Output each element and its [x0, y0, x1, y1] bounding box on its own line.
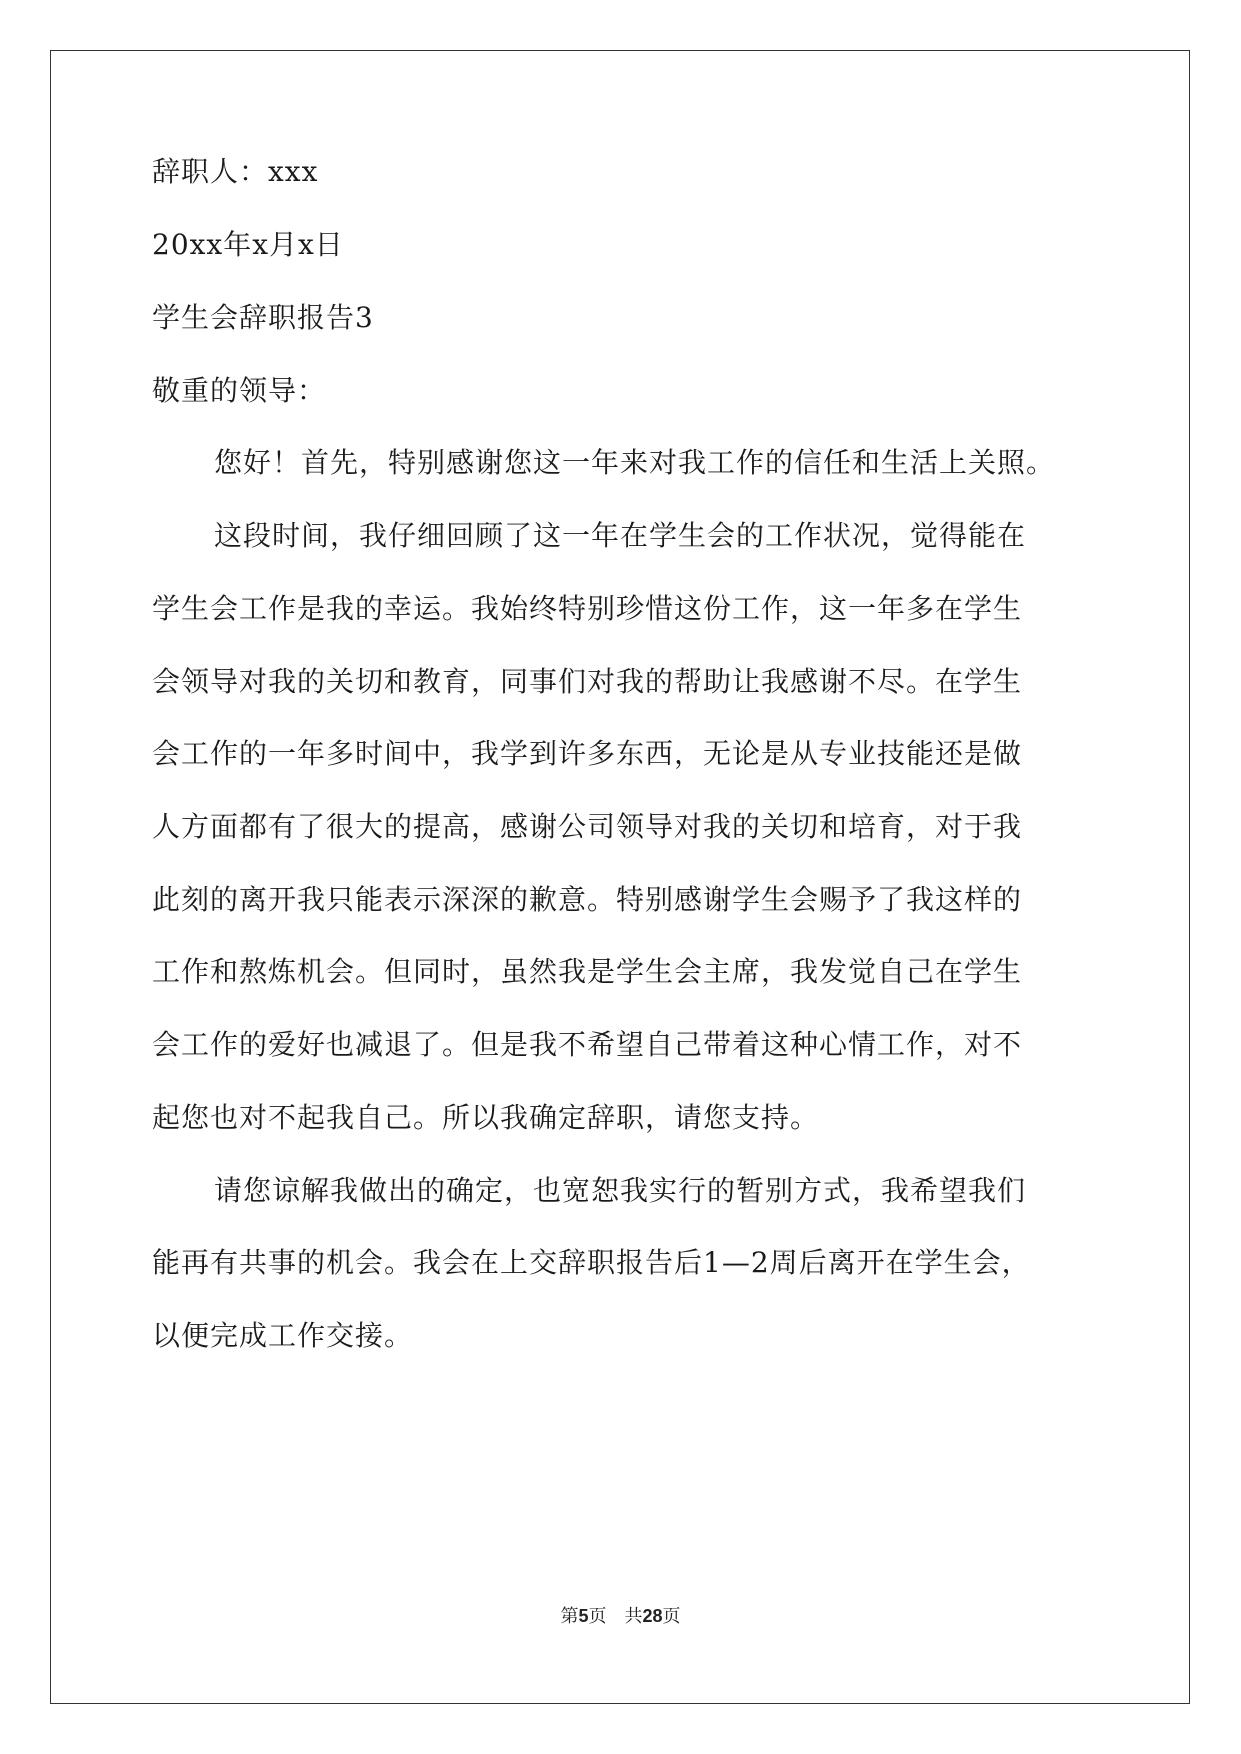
paragraph-line: 此刻的离开我只能表示深深的歉意。特别感谢学生会赐予了我这样的: [152, 883, 1023, 916]
paragraph-line: 请您谅解我做出的确定，也宽恕我实行的暂别方式，我希望我们: [214, 1174, 1027, 1207]
page-footer: [0, 1604, 1241, 1629]
paragraph-line: 学生会工作是我的幸运。我始终特别珍惜这份工作，这一年多在学生: [152, 592, 1023, 625]
footer-total-pages: 28: [642, 1606, 663, 1626]
footer-page-suffix: 页: [588, 1606, 607, 1627]
signer-line: 辞职人：xxx: [152, 155, 319, 188]
paragraph-line: 能再有共事的机会。我会在上交辞职报告后1—2周后离开在学生会，: [152, 1246, 1031, 1279]
footer-total-suffix: 页: [662, 1606, 681, 1627]
paragraph-line: 会领导对我的关切和教育，同事们对我的帮助让我感谢不尽。在学生: [152, 665, 1023, 698]
paragraph-line: 您好！首先，特别感谢您这一年来对我工作的信任和生活上关照。: [214, 446, 1056, 479]
paragraph-line: 这段时间，我仔细回顾了这一年在学生会的工作状况，觉得能在: [214, 519, 1027, 552]
paragraph-line: 工作和熬炼机会。但同时，虽然我是学生会主席，我发觉自己在学生: [152, 955, 1023, 988]
footer-prefix: 第: [560, 1606, 579, 1627]
paragraph-line: 人方面都有了很大的提高，感谢公司领导对我的关切和培育，对于我: [152, 810, 1023, 843]
paragraph-line: 起您也对不起我自己。所以我确定辞职，请您支持。: [152, 1101, 820, 1134]
footer-page-number: 5: [578, 1606, 589, 1626]
paragraph-line: 会工作的爱好也减退了。但是我不希望自己带着这种心情工作，对不: [152, 1028, 1023, 1061]
paragraph-line: 会工作的一年多时间中，我学到许多东西，无论是从专业技能还是做: [152, 737, 1023, 770]
paragraph-line: 以便完成工作交接。: [152, 1319, 414, 1352]
salutation: 敬重的领导：: [152, 374, 327, 407]
date-line: 20xx年x月x日: [152, 228, 344, 261]
report-title: 学生会辞职报告3: [152, 301, 374, 334]
footer-total-prefix: 共: [624, 1606, 643, 1627]
